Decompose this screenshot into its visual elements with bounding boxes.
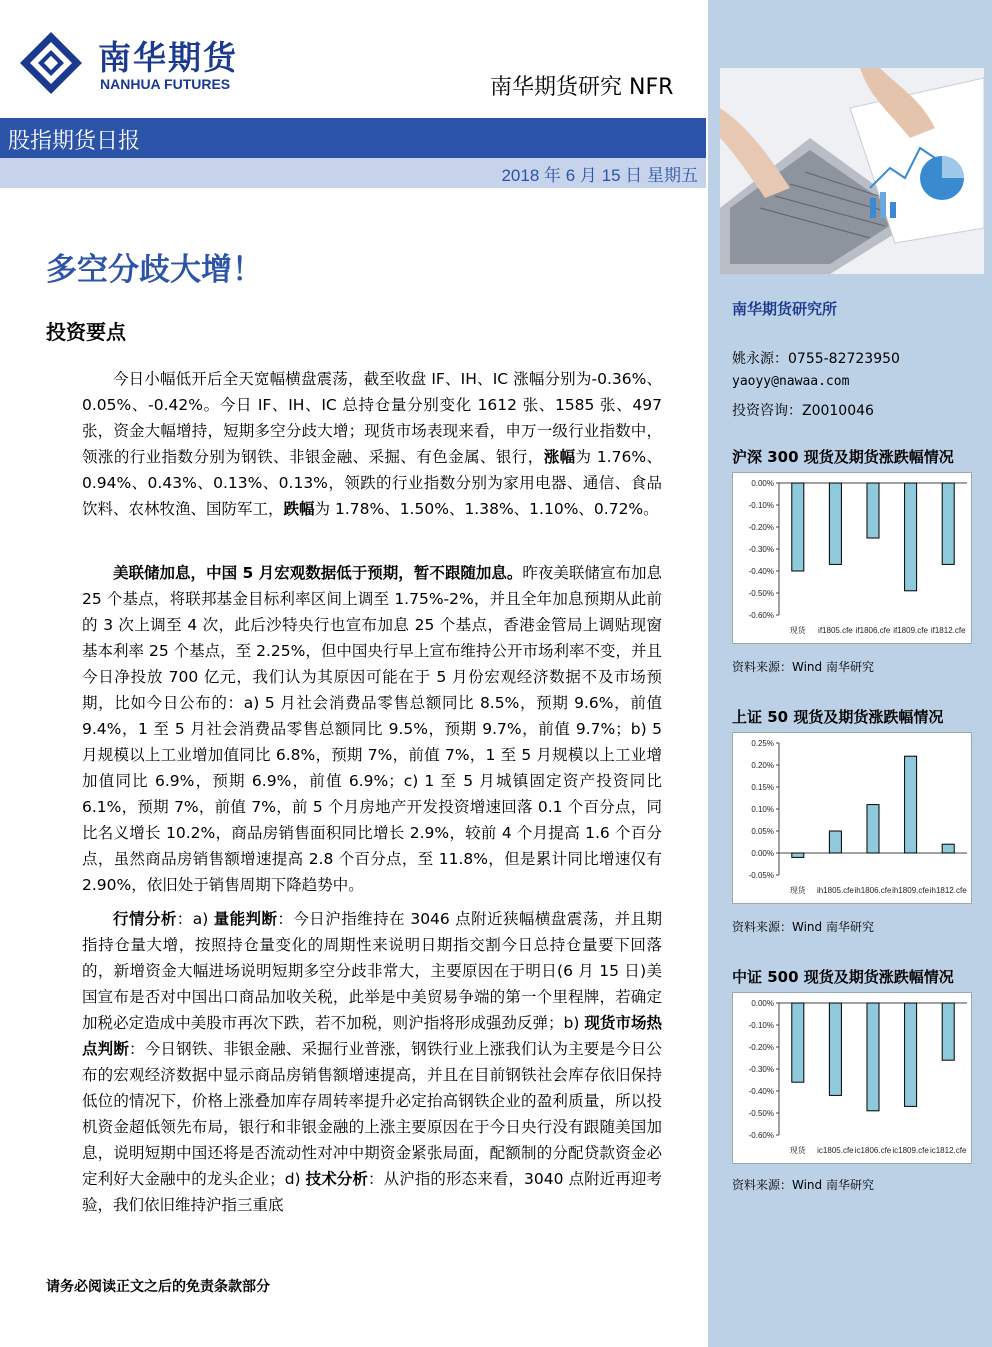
y-tick-label: 0.00% xyxy=(751,479,774,488)
section-title: 投资要点 xyxy=(46,320,126,344)
x-category-label: 现货 xyxy=(789,886,806,895)
bar xyxy=(792,483,804,571)
bar xyxy=(905,483,917,591)
nanhua-logo-icon xyxy=(18,30,84,96)
text-run: 为 1.76%、0.94%、0.43%、0.13%、0.13%，领跌的行业指数分别为家用电器、通信、食品饮料、农林牧渔、国防军工， xyxy=(82,448,662,518)
y-tick-label: 0.05% xyxy=(751,827,774,836)
logo-chinese-name: 南华期货 xyxy=(98,38,238,77)
bar xyxy=(829,831,841,853)
text-run: ：a) xyxy=(176,910,214,928)
paragraph-market-analysis xyxy=(82,906,662,1218)
y-tick-label: 0.15% xyxy=(751,783,774,792)
y-tick-label: 0.00% xyxy=(751,849,774,858)
bar xyxy=(867,483,879,538)
y-tick-label: 0.10% xyxy=(751,805,774,814)
bar xyxy=(792,853,804,857)
bar xyxy=(905,1003,917,1106)
y-tick-label: -0.10% xyxy=(748,1021,774,1030)
x-category-label: if1809.cfe xyxy=(893,626,928,635)
y-tick-label: -0.60% xyxy=(748,1131,774,1140)
y-tick-label: -0.20% xyxy=(748,1043,774,1052)
paragraph-fed-macro xyxy=(82,560,662,898)
laptop-chart-photo-icon xyxy=(720,68,984,274)
x-category-label: 现货 xyxy=(789,626,806,635)
bar xyxy=(829,483,841,564)
bar xyxy=(867,1003,879,1111)
chart-source-hs300: 资料来源：Wind 南华研究 xyxy=(732,660,874,674)
report-date: 2018 年 6 月 15 日 星期五 xyxy=(501,166,698,185)
y-tick-label: -0.05% xyxy=(748,871,774,880)
bar xyxy=(942,844,954,853)
x-category-label: ih1806.cfe xyxy=(854,886,892,895)
y-tick-label: -0.60% xyxy=(748,611,774,620)
analyst-email[interactable]: yaoyy@nawaa.com xyxy=(732,374,850,389)
bar xyxy=(829,1003,841,1095)
bold-text-run: 涨幅 xyxy=(543,448,576,466)
x-category-label: ic1806.cfe xyxy=(854,1146,892,1155)
bar xyxy=(942,1003,954,1060)
text-run: 昨夜美联储宣布加息 25 个基点，将联邦基金目标利率区间上调至 1.75%-2%，并且全年加息预期从此前的 3 次上调至 4 次，此后沙特央行也宣布加息 25 个基点，香港金管局上调贴现窗基本利率 25 个基点，至 2.25%，但中国央行早上宣布维持公开市场利率不变，并且今日净投放 700 亿元，我们认为其原因可能在于 5 月份宏观经济数据不及市场预期，比如今日公布的：a) 5 月社会消费品零售总额同比 8.5%，预期 9.6%，前值 9.4%，1 至 5 月社会消费品零售总额同比 9.5%，预期 9.7%，前值 9.7%；b) 5 月规模以上工业增加值同比 6.8%，预期 7%，前值 7%，1 至 5 月规模以上工业增加值同比 6.9%，预期 6.9%，前值 6.9%；c) 1 至 5 月城镇固定资产投资同比 6.1%，预期 7%，前值 7%，前 5 个月房地产开发投资增速回落 0.1 个百分点，同比名义增长 10.2%，商品房销售面积同比增长 2.9%，较前 4 个月提高 1.6 个百分点，虽然商品房销售额增速提高 2.8 个百分点，至 11.8%，但是累计同比增速仅有 2.90%，依旧处于销售周期下降趋势中。 xyxy=(82,564,662,894)
bold-text-run: 行情分析 xyxy=(113,910,177,928)
research-title: 南华期货研究 NFR xyxy=(490,75,674,100)
bar xyxy=(905,756,917,853)
x-category-label: ic1812.cfe xyxy=(929,1146,967,1155)
header-photo xyxy=(720,68,984,274)
research-institute: 南华期货研究所 xyxy=(732,300,838,318)
x-category-label: if1812.cfe xyxy=(930,626,966,635)
chart-hs300 xyxy=(732,472,972,644)
text-run: ：从沪指的形态来看，3040 点附近再迎考验，我们依旧维持沪指三重底 xyxy=(82,1170,662,1214)
bar xyxy=(792,1003,804,1082)
x-category-label: if1805.cfe xyxy=(818,626,853,635)
bar-chart-svg xyxy=(733,473,973,645)
bar xyxy=(942,483,954,564)
chart-title-sz50: 上证 50 现货及期货涨跌幅情况 xyxy=(732,708,944,726)
chart-title-zz500: 中证 500 现货及期货涨跌幅情况 xyxy=(732,968,954,986)
x-category-label: ih1812.cfe xyxy=(929,886,967,895)
y-tick-label: -0.50% xyxy=(748,589,774,598)
x-category-label: ih1805.cfe xyxy=(816,886,854,895)
chart-source-sz50: 资料来源：Wind 南华研究 xyxy=(732,920,874,934)
analyst-contact: 姚永源：0755-82723950 xyxy=(732,351,900,367)
bar-chart-svg xyxy=(733,993,973,1165)
bold-text-run: 美联储加息，中国 5 月宏观数据低于预期，暂不跟随加息。 xyxy=(113,564,523,582)
y-tick-label: -0.40% xyxy=(748,1087,774,1096)
chart-title-hs300: 沪深 300 现货及期货涨跌幅情况 xyxy=(732,448,954,466)
bold-text-run: 跌幅 xyxy=(283,500,315,518)
bold-text-run: 技术分析 xyxy=(305,1170,369,1188)
chart-sz50 xyxy=(732,732,972,904)
logo-english-name: NANHUA FUTURES xyxy=(100,76,231,92)
y-tick-label: -0.30% xyxy=(748,1065,774,1074)
report-headline: 多空分歧大增！ xyxy=(46,252,263,288)
y-tick-label: 0.25% xyxy=(751,739,774,748)
x-category-label: 现货 xyxy=(789,1146,806,1155)
report-type-band xyxy=(0,118,706,158)
x-category-label: if1806.cfe xyxy=(855,626,891,635)
bold-text-run: 现货市场热点判断 xyxy=(82,1014,662,1058)
y-tick-label: -0.20% xyxy=(748,523,774,532)
text-run: ：今日沪指维持在 3046 点附近狭幅横盘震荡，并且期指持仓量大增，按照持仓量变化的周期性来说明日期指交割今日总持仓量要下回落的，新增资金大幅进场说明短期多空分歧非常大，主要原因在于明日(6 月 15 日)美国宣布是否对中国出口商品加收关税，此举是中美贸易争端的第一个里程牌，若确定加税必定造成中美股市再次下跌，若不加税，则沪指将形成强劲反弹；b) xyxy=(82,910,662,1032)
x-category-label: ic1805.cfe xyxy=(817,1146,854,1155)
y-tick-label: 0.20% xyxy=(751,761,774,770)
chart-source-zz500: 资料来源：Wind 南华研究 xyxy=(732,1178,874,1192)
report-type-title: 股指期货日报 xyxy=(8,129,141,154)
text-run: ：今日钢铁、非银金融、采掘行业普涨，钢铁行业上涨我们认为主要是今日公布的宏观经济数据中显示商品房销售额增速提高，并且在目前钢铁社会库存依旧保持低位的情况下，价格上涨叠加库存周转率提升必定抬高钢铁企业的盈利质量，所以投机资金超低领先布局，银行和非银金融的上涨主要原因在于今日央行没有跟随美国加息，说明短期中国还将是否流动性对冲中期资金紧张局面，配额制的分配贷款资金必定利好大金融中的龙头企业；d) xyxy=(82,1040,662,1188)
date-band xyxy=(0,158,706,188)
company-logo xyxy=(18,22,258,102)
y-tick-label: -0.40% xyxy=(748,567,774,576)
bar xyxy=(867,805,879,853)
bold-text-run: 量能判断 xyxy=(213,910,278,928)
analyst-license: 投资咨询：Z0010046 xyxy=(732,403,874,419)
text-run: 今日小幅低开后全天宽幅横盘震荡，截至收盘 IF、IH、IC 涨幅分别为-0.36%、0.05%、-0.42%。今日 IF、IH、IC 总持仓量分别变化 1612 张、1585 张、497 张，资金大幅增持，短期多空分歧大增；现货市场表现来看，申万一级行业指数中，领涨的行业指数分别为钢铁、非银金融、采掘、有色金属、银行， xyxy=(82,370,662,466)
y-tick-label: 0.00% xyxy=(751,999,774,1008)
x-category-label: ic1809.cfe xyxy=(892,1146,929,1155)
y-tick-label: -0.30% xyxy=(748,545,774,554)
text-run: 为 1.78%、1.50%、1.38%、1.10%、0.72%。 xyxy=(314,500,659,518)
x-category-label: ih1809.cfe xyxy=(892,886,930,895)
y-tick-label: -0.10% xyxy=(748,501,774,510)
y-tick-label: -0.50% xyxy=(748,1109,774,1118)
disclaimer-note: 请务必阅读正文之后的免责条款部分 xyxy=(46,1279,270,1295)
bar-chart-svg xyxy=(733,733,973,905)
paragraph-summary xyxy=(82,366,662,522)
chart-zz500 xyxy=(732,992,972,1164)
